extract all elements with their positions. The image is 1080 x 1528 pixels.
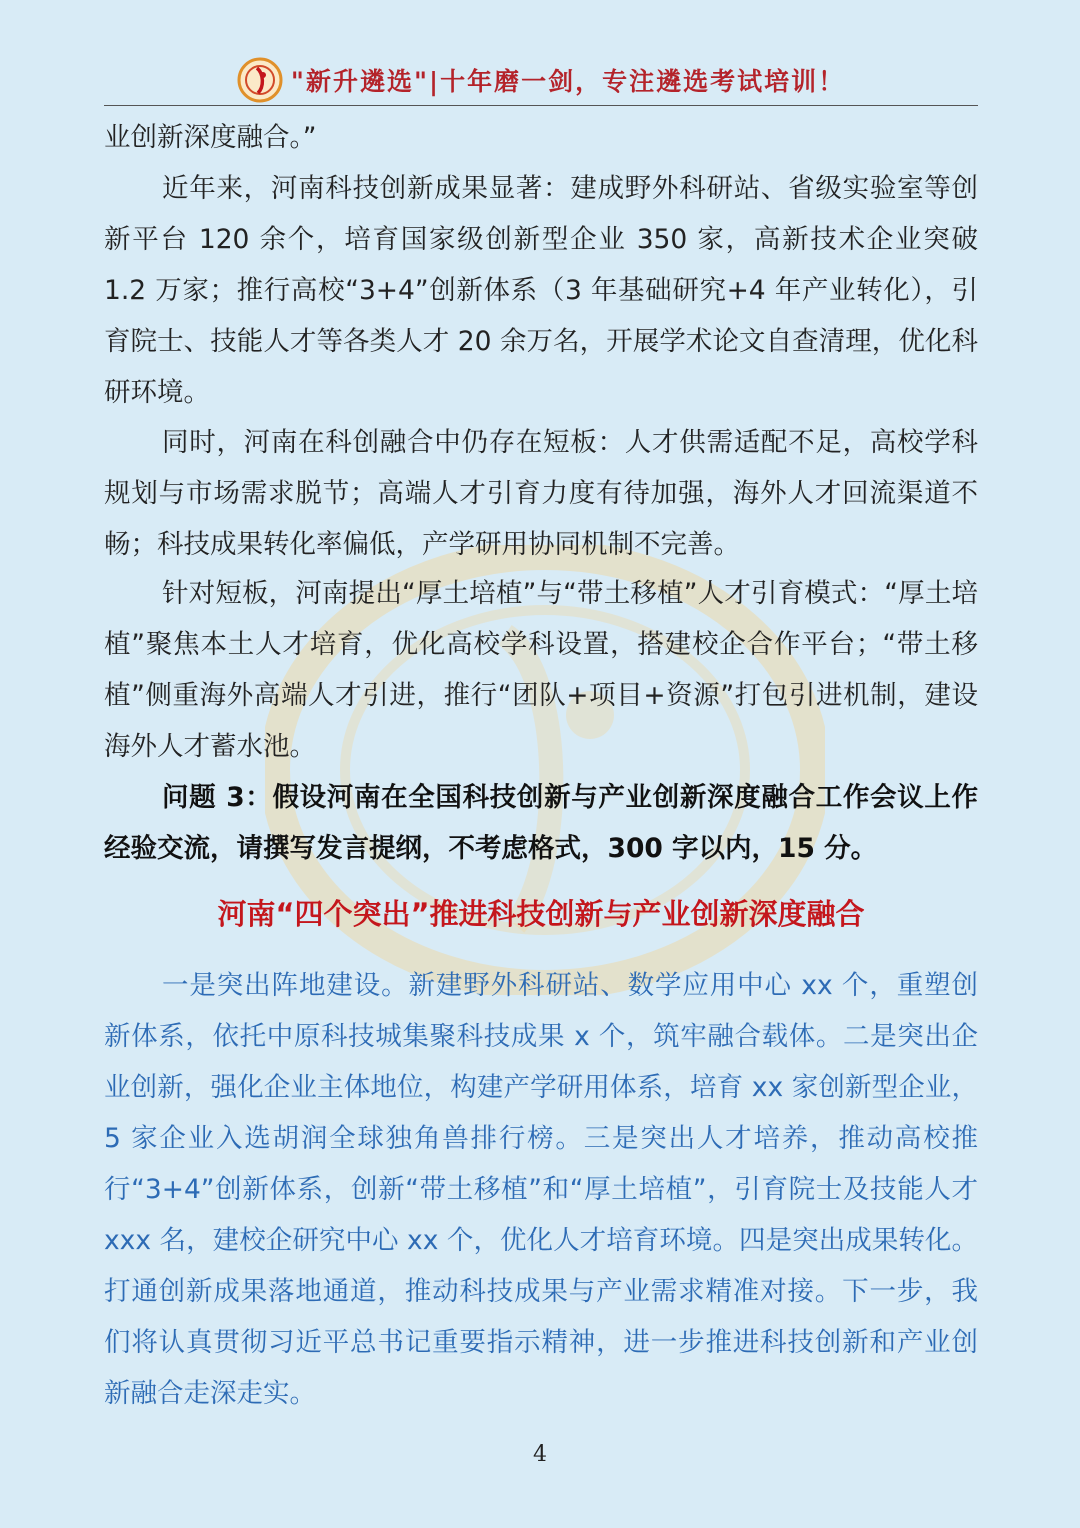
paragraph-shortcomings: 同时，河南在科创融合中仍存在短板：人才供需适配不足，高校学科规划与市场需求脱节；高端人才引育力度有待加强，海外人才回流渠道不畅；科技成果转化率偏低，产学研用协同机制不完善。 xyxy=(104,427,978,560)
page-number: 4 xyxy=(533,1442,547,1467)
question-text: 问题 3：假设河南在全国科技创新与产业创新深度融合工作会议上作经验交流，请撰写发言提纲，不考虑格式，300 字以内，15 分。 xyxy=(104,782,978,864)
seal-logo-icon xyxy=(237,57,283,103)
answer-body: 一是突出阵地建设。新建野外科研站、数学应用中心 xx 个，重塑创新体系，依托中原科技城集聚科技成果 x 个，筑牢融合载体。二是突出企业创新，强化企业主体地位，构建产学研用体系，培育 xx 家创新型企业，5 家企业入选胡润全球独角兽排行榜。三是突出人才培养，推动高校推行“3+4”创新体系，创新“带土移植”和“厚土培植”，引育院士及技能人才 xxx 名，建校企研究中心 xx 个，优化人才培育环境。四是突出成果转化。打通创新成果落地通道，推动科技成果与产业需求精准对接。下一步，我们将认真贯彻习近平总书记重要指示精神，进一步推进科技创新和产业创新融合走深走实。 xyxy=(104,970,978,1409)
paragraph-continuation: 业创新深度融合。” xyxy=(104,122,317,153)
answer-title: 河南“四个突出”推进科技创新与产业创新深度融合 xyxy=(217,897,865,931)
header-slogan: "新升遴选"|十年磨一剑，专注遴选考试培训！ xyxy=(290,67,846,96)
paragraph-achievements: 近年来，河南科技创新成果显著：建成野外科研站、省级实验室等创新平台 120 余个，培育国家级创新型企业 350 家，高新技术企业突破 1.2 万家；推行高校“3+4”创新体系（3 年基础研究+4 年产业转化），引育院士、技能人才等各类人才 20 余万名，开展学术论文自查清理，优化科研环境。 xyxy=(104,173,978,408)
page-header xyxy=(104,55,978,106)
paragraph-talent-model: 针对短板，河南提出“厚土培植”与“带土移植”人才引育模式：“厚土培植”聚焦本土人才培育，优化高校学科设置，搭建校企合作平台；“带土移植”侧重海外高端人才引进，推行“团队+项目+资源”打包引进机制，建设海外人才蓄水池。 xyxy=(104,578,978,762)
